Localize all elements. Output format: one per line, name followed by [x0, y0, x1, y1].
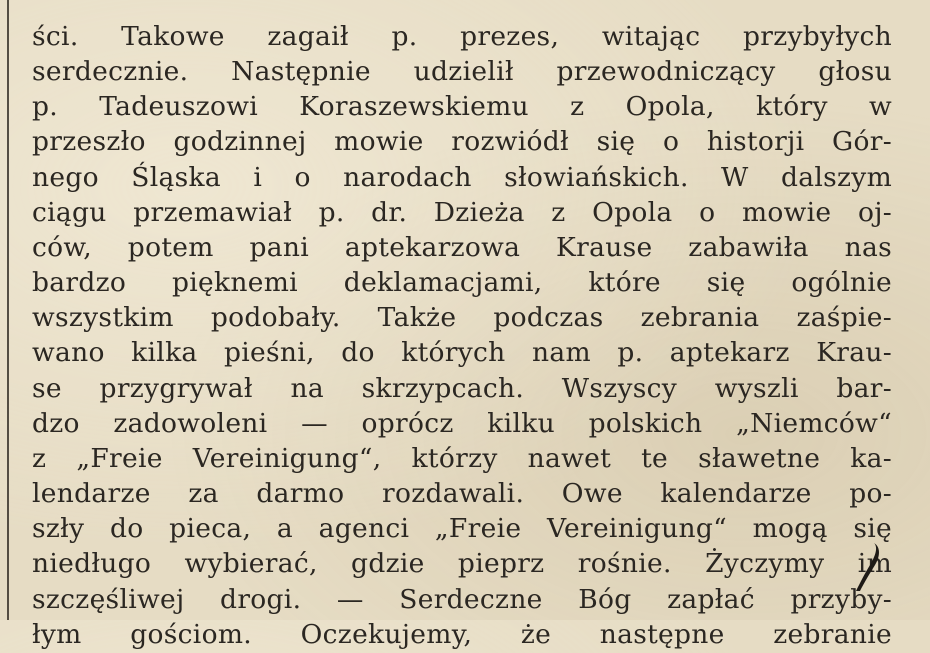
text-line: se przygrywał na skrzypcach. Wszyscy wyszli bar- — [32, 373, 892, 404]
text-line: ciągu przemawiał p. dr. Dzieża z Opola o mowie oj- — [32, 197, 892, 228]
text-line: wszystkim podobały. Także podczas zebrania zaśpie- — [32, 302, 892, 333]
text-line: lendarze za darmo rozdawali. Owe kalendarze po- — [32, 478, 892, 509]
ink-stroke-mark — [852, 541, 882, 593]
text-line: ści. Takowe zagaił p. prezes, witając przybyłych — [32, 21, 892, 52]
text-line: ców, potem pani aptekarzowa Krause zabawiła nas — [32, 232, 892, 263]
column-rule — [7, 0, 9, 620]
text-line: szły do pieca, a agenci „Freie Vereinigung“ mogą się — [32, 513, 892, 544]
text-line: łym gościom. Oczekujemy, że następne zebranie — [32, 619, 892, 650]
text-line: z „Freie Vereinigung“, którzy nawet te sławetne ka- — [32, 443, 892, 474]
text-line: przeszło godzinnej mowie rozwiódł się o historji Gór- — [32, 126, 892, 157]
text-line: p. Tadeuszowi Koraszewskiemu z Opola, który w — [32, 91, 892, 122]
text-line: szczęśliwej drogi. — Serdeczne Bóg zapłać przyby- — [32, 584, 892, 615]
text-line: dzo zadowoleni — oprócz kilku polskich „Niemców“ — [32, 408, 892, 439]
text-line: bardzo pięknemi deklamacjami, które się ogólnie — [32, 267, 892, 298]
text-line: wano kilka pieśni, do których nam p. aptekarz Krau- — [32, 337, 892, 368]
text-line: nego Śląska i o narodach słowiańskich. W dalszym — [32, 162, 892, 193]
text-line: serdecznie. Następnie udzielił przewodniczący głosu — [32, 56, 892, 87]
article-text — [32, 0, 892, 650]
text-line: niedługo wybierać, gdzie pieprz rośnie. Życzymy im — [32, 548, 892, 579]
